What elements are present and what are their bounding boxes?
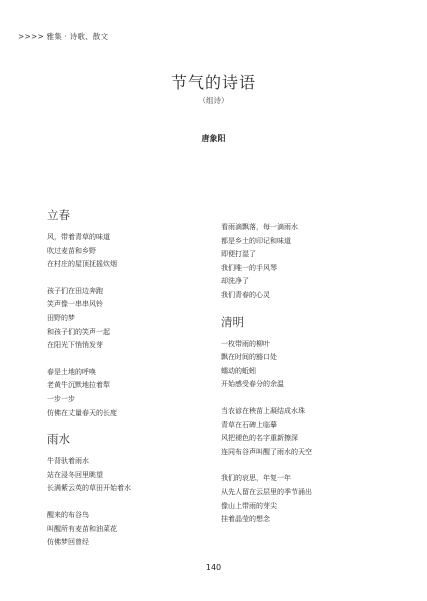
stanza (221, 338, 396, 392)
poem-line: 即便打湿了 (221, 250, 256, 259)
stanza (47, 509, 222, 550)
section-title-lichun: 立春 (47, 208, 70, 222)
stanza (221, 405, 396, 459)
left-column (47, 208, 222, 550)
poem-line: 在村庄的屋顶抚摇炊烟 (47, 260, 117, 269)
poem-line: 我们的哀思，年复一年 (221, 474, 291, 483)
stanza (47, 366, 222, 420)
poem-line: 都是乡土的印记和味道 (221, 236, 291, 245)
poem-title: 节气的诗语 (170, 73, 256, 92)
right-column (221, 221, 396, 527)
stanza (47, 285, 222, 353)
poem-line: 长满紫云英的草田开始着水 (47, 484, 131, 493)
stanza (47, 231, 222, 272)
poem-line: 蠕动的蚯蚓 (221, 366, 256, 375)
poem-line: 风，带着青草的味道 (47, 233, 110, 241)
poem-line: 挂着晶莹的想念 (221, 515, 270, 524)
section-header: >>>> 雅集 · 诗歌、散文 (18, 32, 109, 41)
poem-line: 老黄牛沉默地拉着犁 (47, 381, 110, 390)
poem-line: 我们唯一的手风琴 (221, 263, 277, 272)
poem-line: 在阳光下悄悄发芽 (47, 341, 103, 350)
section-title-qingming: 清明 (221, 314, 244, 329)
poem-line: 飘在时间的豁口处 (221, 353, 277, 362)
page-number: 140 (205, 563, 222, 572)
poem-line: 吹过麦苗和乡野 (47, 246, 96, 255)
author-name: 唐象阳 (201, 134, 226, 143)
poem-line: 孩子们在田边奔跑 (47, 286, 103, 295)
poem-line: 一枚带雨的柳叶 (221, 339, 270, 348)
poem-line: 当农谚在秧苗上凝结成水珠 (221, 406, 305, 415)
poem-line: 牛背驮着雨水 (47, 457, 89, 466)
poem-line: 却洗净了 (221, 277, 249, 286)
poem-line: 叫醒所有麦苗和油菜花 (47, 524, 117, 533)
poem-line: 一步一步 (47, 394, 75, 403)
poem-line: 仿佛在丈量春天的长度 (47, 408, 117, 417)
poem-line: 春是土地的呼唤 (47, 367, 96, 376)
poem-line: 站在浸冬回里眺望 (47, 470, 103, 479)
poem-line: 从先人留在云层里的季节涌出 (221, 487, 312, 496)
poem-line: 风把褪色的名字重新擦深 (221, 434, 298, 443)
poem-line: 青草在石碑上临摹 (221, 420, 277, 429)
stanza (47, 455, 222, 496)
poem-line: 笑声像一串串风铃 (47, 300, 103, 309)
poem-line: 醒来的布谷鸟 (47, 510, 89, 519)
poem-line: 开始感受春分的余温 (221, 380, 284, 389)
poem-line: 和孩子们的笑声一起 (47, 327, 110, 336)
stanza (221, 221, 396, 303)
poem-subtitle: （组诗） (198, 96, 229, 105)
poem-line: 看雨滴飘落，每一滴雨水 (221, 223, 298, 231)
poem-line: 像山上带雨的芽尖 (221, 501, 277, 510)
poem-line: 我们青春的心灵 (221, 290, 270, 299)
poem-line: 仿佛梦回曾经 (47, 538, 89, 547)
poem-line: 田野的梦 (47, 313, 75, 322)
section-title-yushui: 雨水 (47, 432, 70, 447)
poem-line: 连同布谷声叫醒了雨水的天空 (221, 447, 312, 456)
stanza (221, 472, 396, 526)
